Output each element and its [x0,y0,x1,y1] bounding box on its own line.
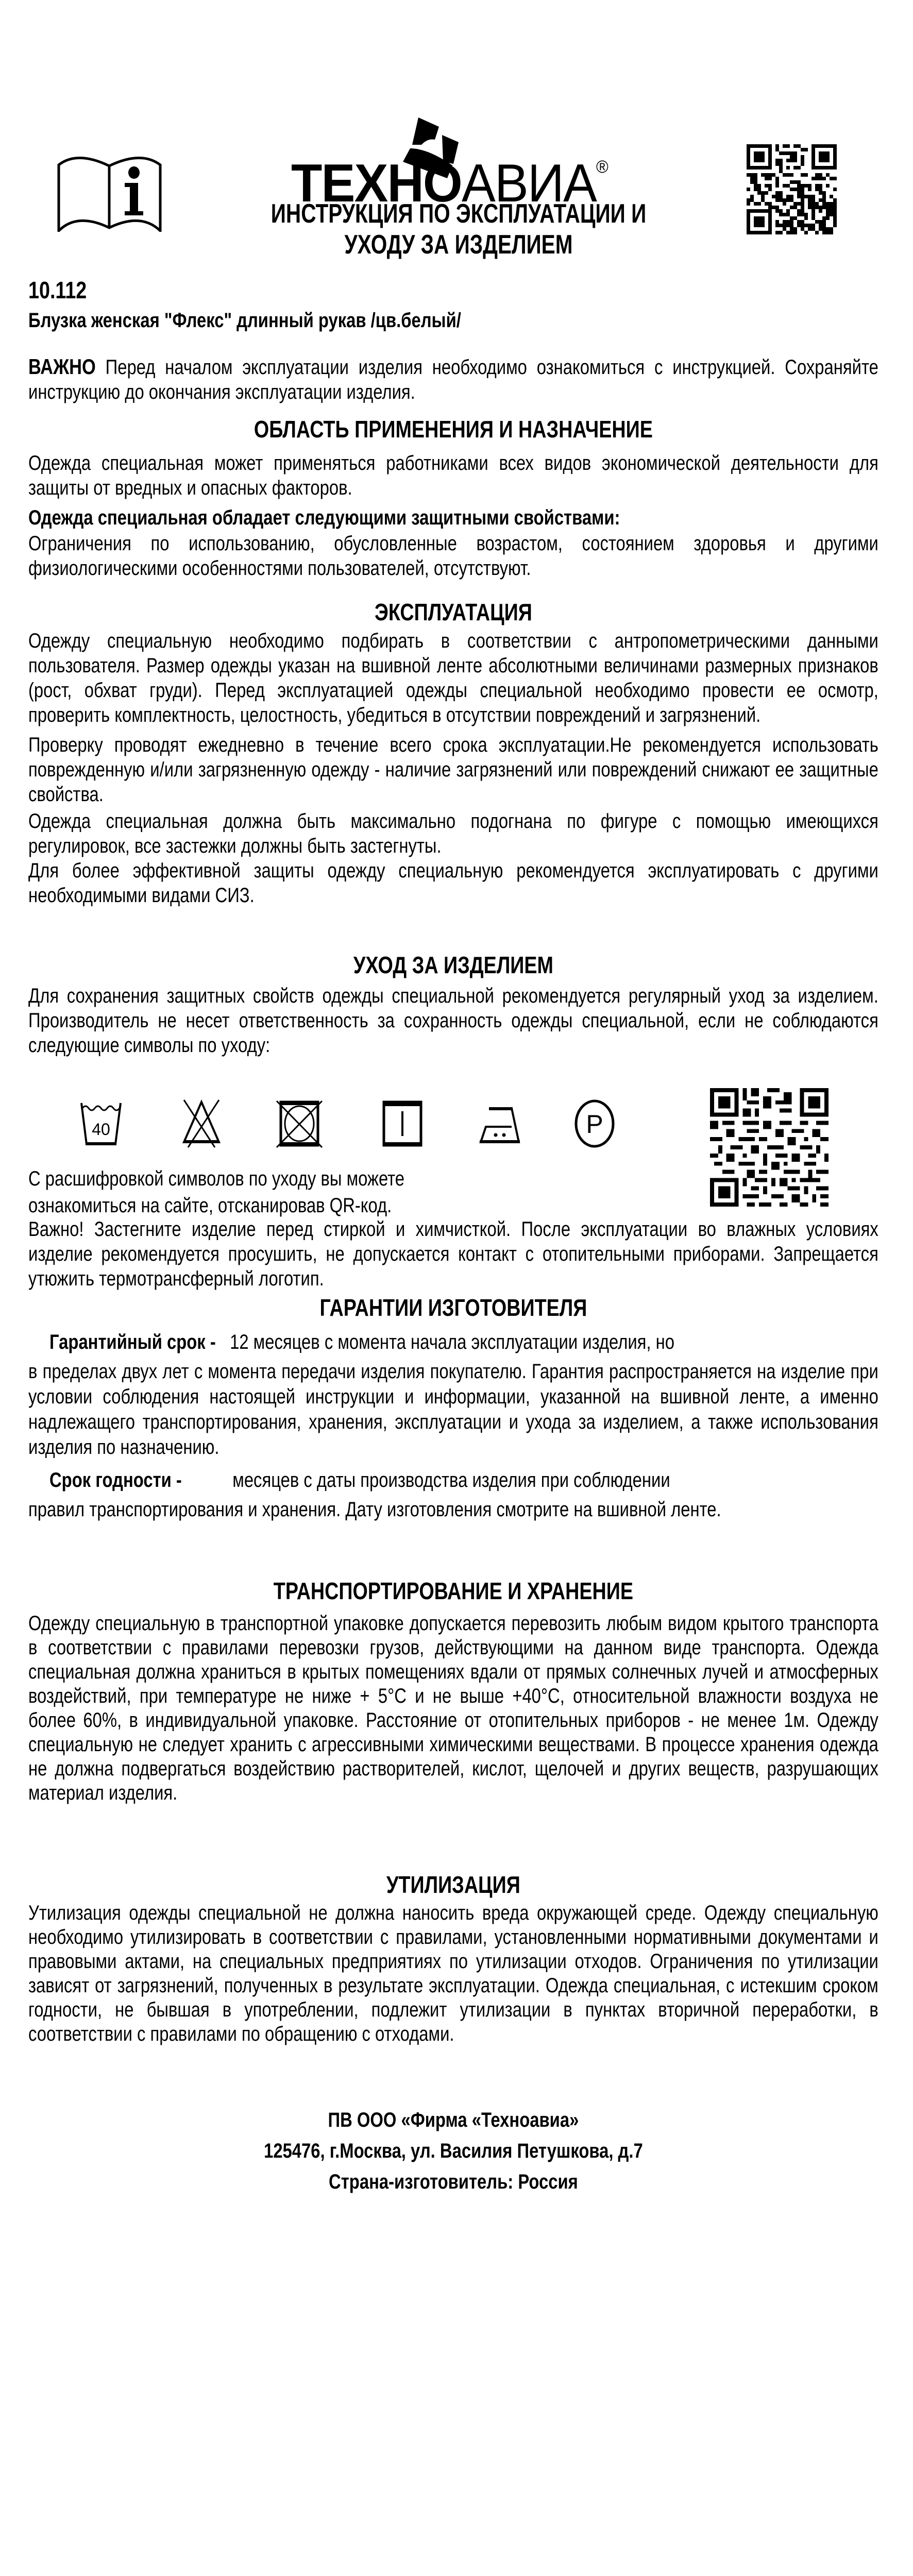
warranty-term-label: Гарантийный срок - [49,1331,216,1353]
scope-paragraph-2: Ограничения по использованию, обусловленные возрастом, состоянием здоровья и другими физиологическими особенностями пользователей, отсутствуют. [28,532,878,580]
brand-name-light: АВИА [461,154,596,213]
dry-clean-letter: P [586,1110,603,1139]
usage-paragraph-1: Одежду специальную необходимо подбирать в соответствии с антропометрическими данными пользователя. Размер одежды указан на вшивной ленте абсолютными величинами размерных признаков (рост, обхват груди). Перед эксплуатацией одежды специальной необходимо провести ее осмотр, проверить комплектность, целостность, убедиться в отсутствии повреждений и загрязнений. [28,630,878,726]
no-tumble-dry-icon [276,1099,323,1148]
shelf-life-rest: правил транспортирования и хранения. Дату изготовления смотрите на вшивной ленте. [28,1498,721,1521]
iron-medium-icon [477,1099,524,1148]
important-text: Перед началом эксплуатации изделия необходимо ознакомиться с инструкцией. Сохраняйте инструкцию до окончания эксплуатации изделия. [28,356,878,403]
book-info-icon [57,155,162,232]
company-address: 125476, г.Москва, ул. Василия Петушкова, д.7 [264,2140,643,2162]
section-title-usage: ЭКСПЛУАТАЦИЯ [374,599,532,625]
line-dry-icon [379,1099,426,1148]
no-bleach-icon [178,1099,225,1148]
section-title-scope: ОБЛАСТЬ ПРИМЕНЕНИЯ И НАЗНАЧЕНИЕ [253,416,653,443]
section-title-disposal: УТИЛИЗАЦИЯ [386,1871,520,1898]
usage-paragraph-3: Одежда специальная должна быть максимально подогнана по фигуре с помощью имеющихся регулировок, все застежки должны быть застегнуты. [28,810,878,857]
shelf-life-first: месяцев с даты производства изделия при соблюдении [232,1469,670,1492]
disposal-paragraph: Утилизация одежды специальной не должна наносить вреда окружающей среде. Одежду специальную необходимо утилизировать в соответствии с правилами, установленными нормативными документами и правовыми актами, на специальных предприятиях по утилизации отходов. Ограничения по утилизации зависят от загрязнений, полученных в результате эксплуатации. Одежда специальная, с истекшим сроком годности, не бывшая в употреблении, подлежит утилизации в пунктах вторичной переработки, в соответствии с правилами по обращению с отходами. [28,1902,878,2045]
usage-paragraph-2: Проверку проводят ежедневно в течение всего срока эксплуатации.Не рекомендуется использовать поврежденную и/или загрязненную одежду - наличие загрязнений или повреждений снижают ее защитные свойства. [28,734,878,806]
brand-logo [289,116,607,213]
transport-paragraph: Одежду специальную в транспортной упаковке допускается перевозить любым видом крытого транспорта в соответствии с правилами перевозки грузов, действующими на данном виде транспорта. Одежда специальная должна храниться в крытых помещениях вдали от прямых солнечных лучей и атмосферных воздействий, при температуре не ниже + 5°С и не выше +40°С, относительной влажности воздуха не более 60%, в индивидуальной упаковке. Расстояние от отопительных приборов - не менее 1м. Одежду специальную не следует хранить с агрессивными химическими веществами. В процессе хранения одежда не должна подвергаться воздействию растворителей, кислот, щелочей и других веществ, разрушающих материал изделия. [28,1612,878,1804]
important-label: ВАЖНО [28,354,96,379]
shelf-life-label: Срок годности - [49,1469,182,1492]
important-notice [28,354,878,404]
product-code: 10.112 [28,277,87,303]
company-name: ПВ ООО «Фирма «Техноавиа» [328,2109,579,2131]
warranty-term [28,1329,878,1355]
warranty-shelf-life [28,1467,878,1493]
care-qr-note: С расшифровкой символов по уходу вы можете ознакомиться на сайте, отсканировав QR-код. [28,1167,404,1217]
country-of-origin: Страна-изготовитель: Россия [329,2171,578,2193]
wash-40-icon [77,1099,125,1148]
usage-paragraph-4: Для более эффективной защиты одежду специальную рекомендуется эксплуатировать с другими необходимыми видами СИЗ. [28,859,878,907]
wash-temperature: 40 [92,1120,110,1139]
warranty-term-rest: в пределах двух лет с момента передачи изделия покупателю. Гарантия распространяется на изделие при условии соблюдения настоящей инструкции и информации, указанной на вшивной ленте, а именно надлежащего транспортирования, хранения, эксплуатации и ухода за изделием, а также использования изделия по назначению. [28,1360,878,1459]
section-title-care: УХОД ЗА ИЗДЕЛИЕМ [353,952,553,978]
document-title-line2: УХОДУ ЗА ИЗДЕЛИЕМ [344,230,573,260]
care-qr-code-icon[interactable] [710,1088,829,1207]
product-name: Блузка женская "Флекс" длинный рукав /цв.белый/ [28,309,461,332]
scope-properties-label: Одежда специальная обладает следующими защитными свойствами: [28,506,620,529]
scope-paragraph-1: Одежда специальная может применяться работниками всех видов экономической деятельности для защиты от вредных и опасных факторов. [28,452,878,499]
section-title-transport: ТРАНСПОРТИРОВАНИЕ И ХРАНЕНИЕ [273,1578,634,1604]
brand-name-bold: ТЕХНО [291,154,462,213]
registered-mark: ® [596,157,607,177]
qr-code-icon [747,144,837,234]
dry-clean-p-icon [571,1099,618,1148]
care-paragraph-1: Для сохранения защитных свойств одежды специальной рекомендуется регулярный уход за изделием. Производитель не несет ответственность за сохранность одежды специальной, если не соблюдаются следующие символы по уходу: [28,985,878,1057]
care-paragraph-2: Важно! Застегните изделие перед стиркой и химчисткой. После эксплуатации во влажных условиях изделие рекомендуется просушить, не допускается контакт с отопительными приборами. Запрещается утюжить термотрансферный логотип. [28,1218,878,1290]
document-title-line1: ИНСТРУКЦИЯ ПО ЭКСПЛУАТАЦИИ И [270,199,647,229]
warranty-term-first: 12 месяцев с момента начала эксплуатации изделия, но [230,1331,674,1353]
section-title-warranty: ГАРАНТИИ ИЗГОТОВИТЕЛЯ [319,1294,587,1321]
